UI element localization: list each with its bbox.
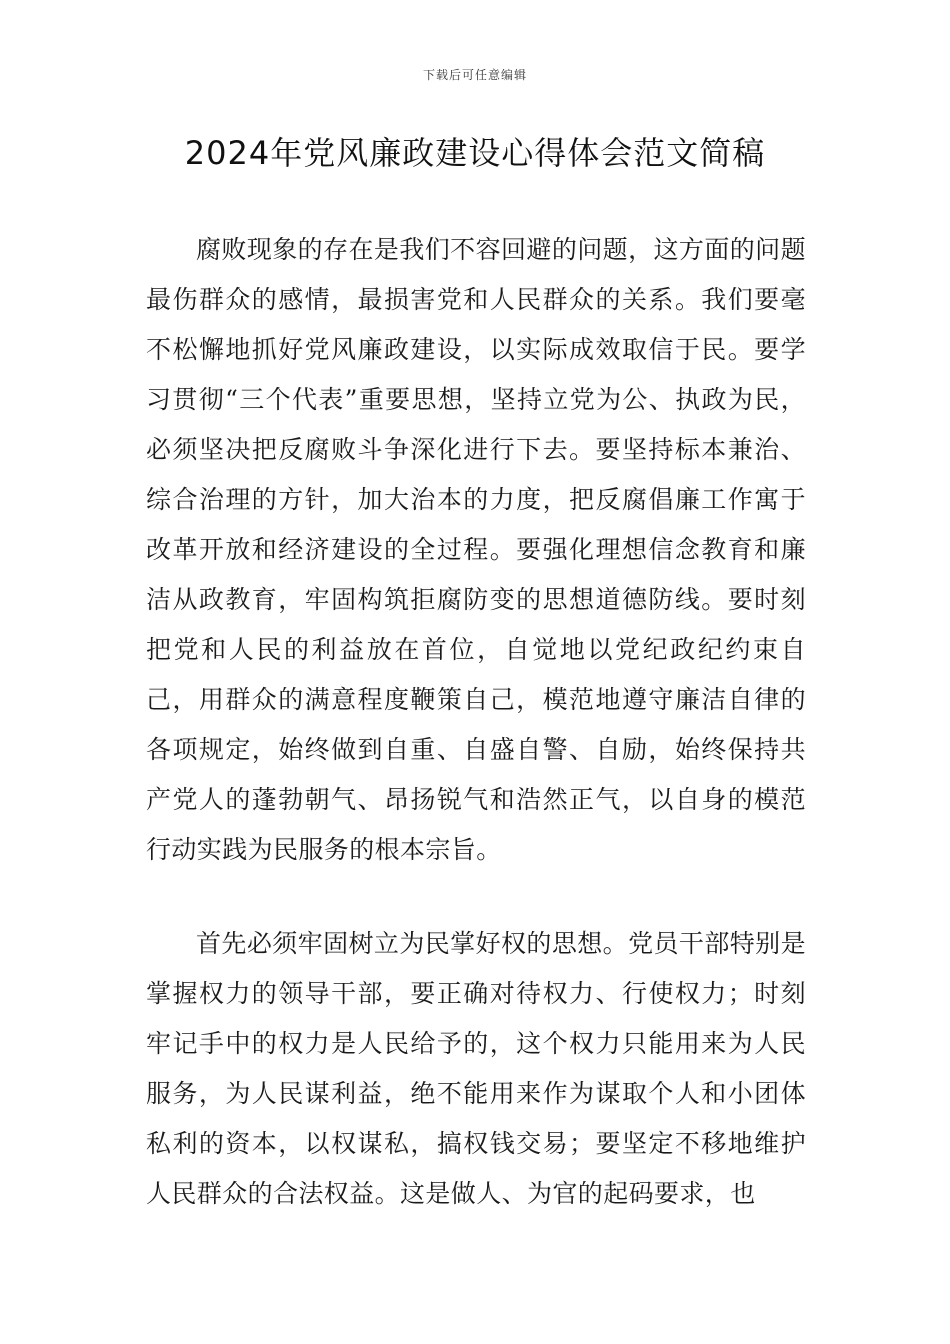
header-note: 下载后可任意编辑 — [422, 68, 527, 82]
document-title: 2024年党风廉政建设心得体会范文简稿 — [184, 134, 766, 172]
body-paragraph-1: 腐败现象的存在是我们不容回避的问题，这方面的问题最伤群众的感情，最损害党和人民群众的关系。我们要毫不松懈地抓好党风廉政建设，以实际成效取信于民。要学习贯彻“三个代表”重要思想，坚持立党为公、执政为民，必须坚决把反腐败斗争深化进行下去。要坚持标本兼治、综合治理的方针，加大治本的力度，把反腐倡廉工作寓于改革开放和经济建设的全过程。要强化理想信念教育和廉洁从政教育，牢固构筑拒腐防变的思想道德防线。要时刻把党和人民的利益放在首位，自觉地以党纪政纪约束自己，用群众的满意程度鞭策自己，模范地遵守廉洁自律的各项规定，始终做到自重、自盛自警、自励，始终保持共产党人的蓬勃朝气、昂扬锐气和浩然正气，以自身的模范行动实践为民服务的根本宗旨。 — [146, 235, 806, 864]
body-paragraph-2: 首先必须牢固树立为民掌好权的思想。党员干部特别是掌握权力的领导干部，要正确对待权力、行使权力；时刻牢记手中的权力是人民给予的，这个权力只能用来为人民服务，为人民谋利益，绝不能用来作为谋取个人和小团体私利的资本，以权谋私，搞权钱交易；要坚定不移地维护人民群众的合法权益。这是做人、为官的起码要求，也 — [146, 929, 806, 1208]
